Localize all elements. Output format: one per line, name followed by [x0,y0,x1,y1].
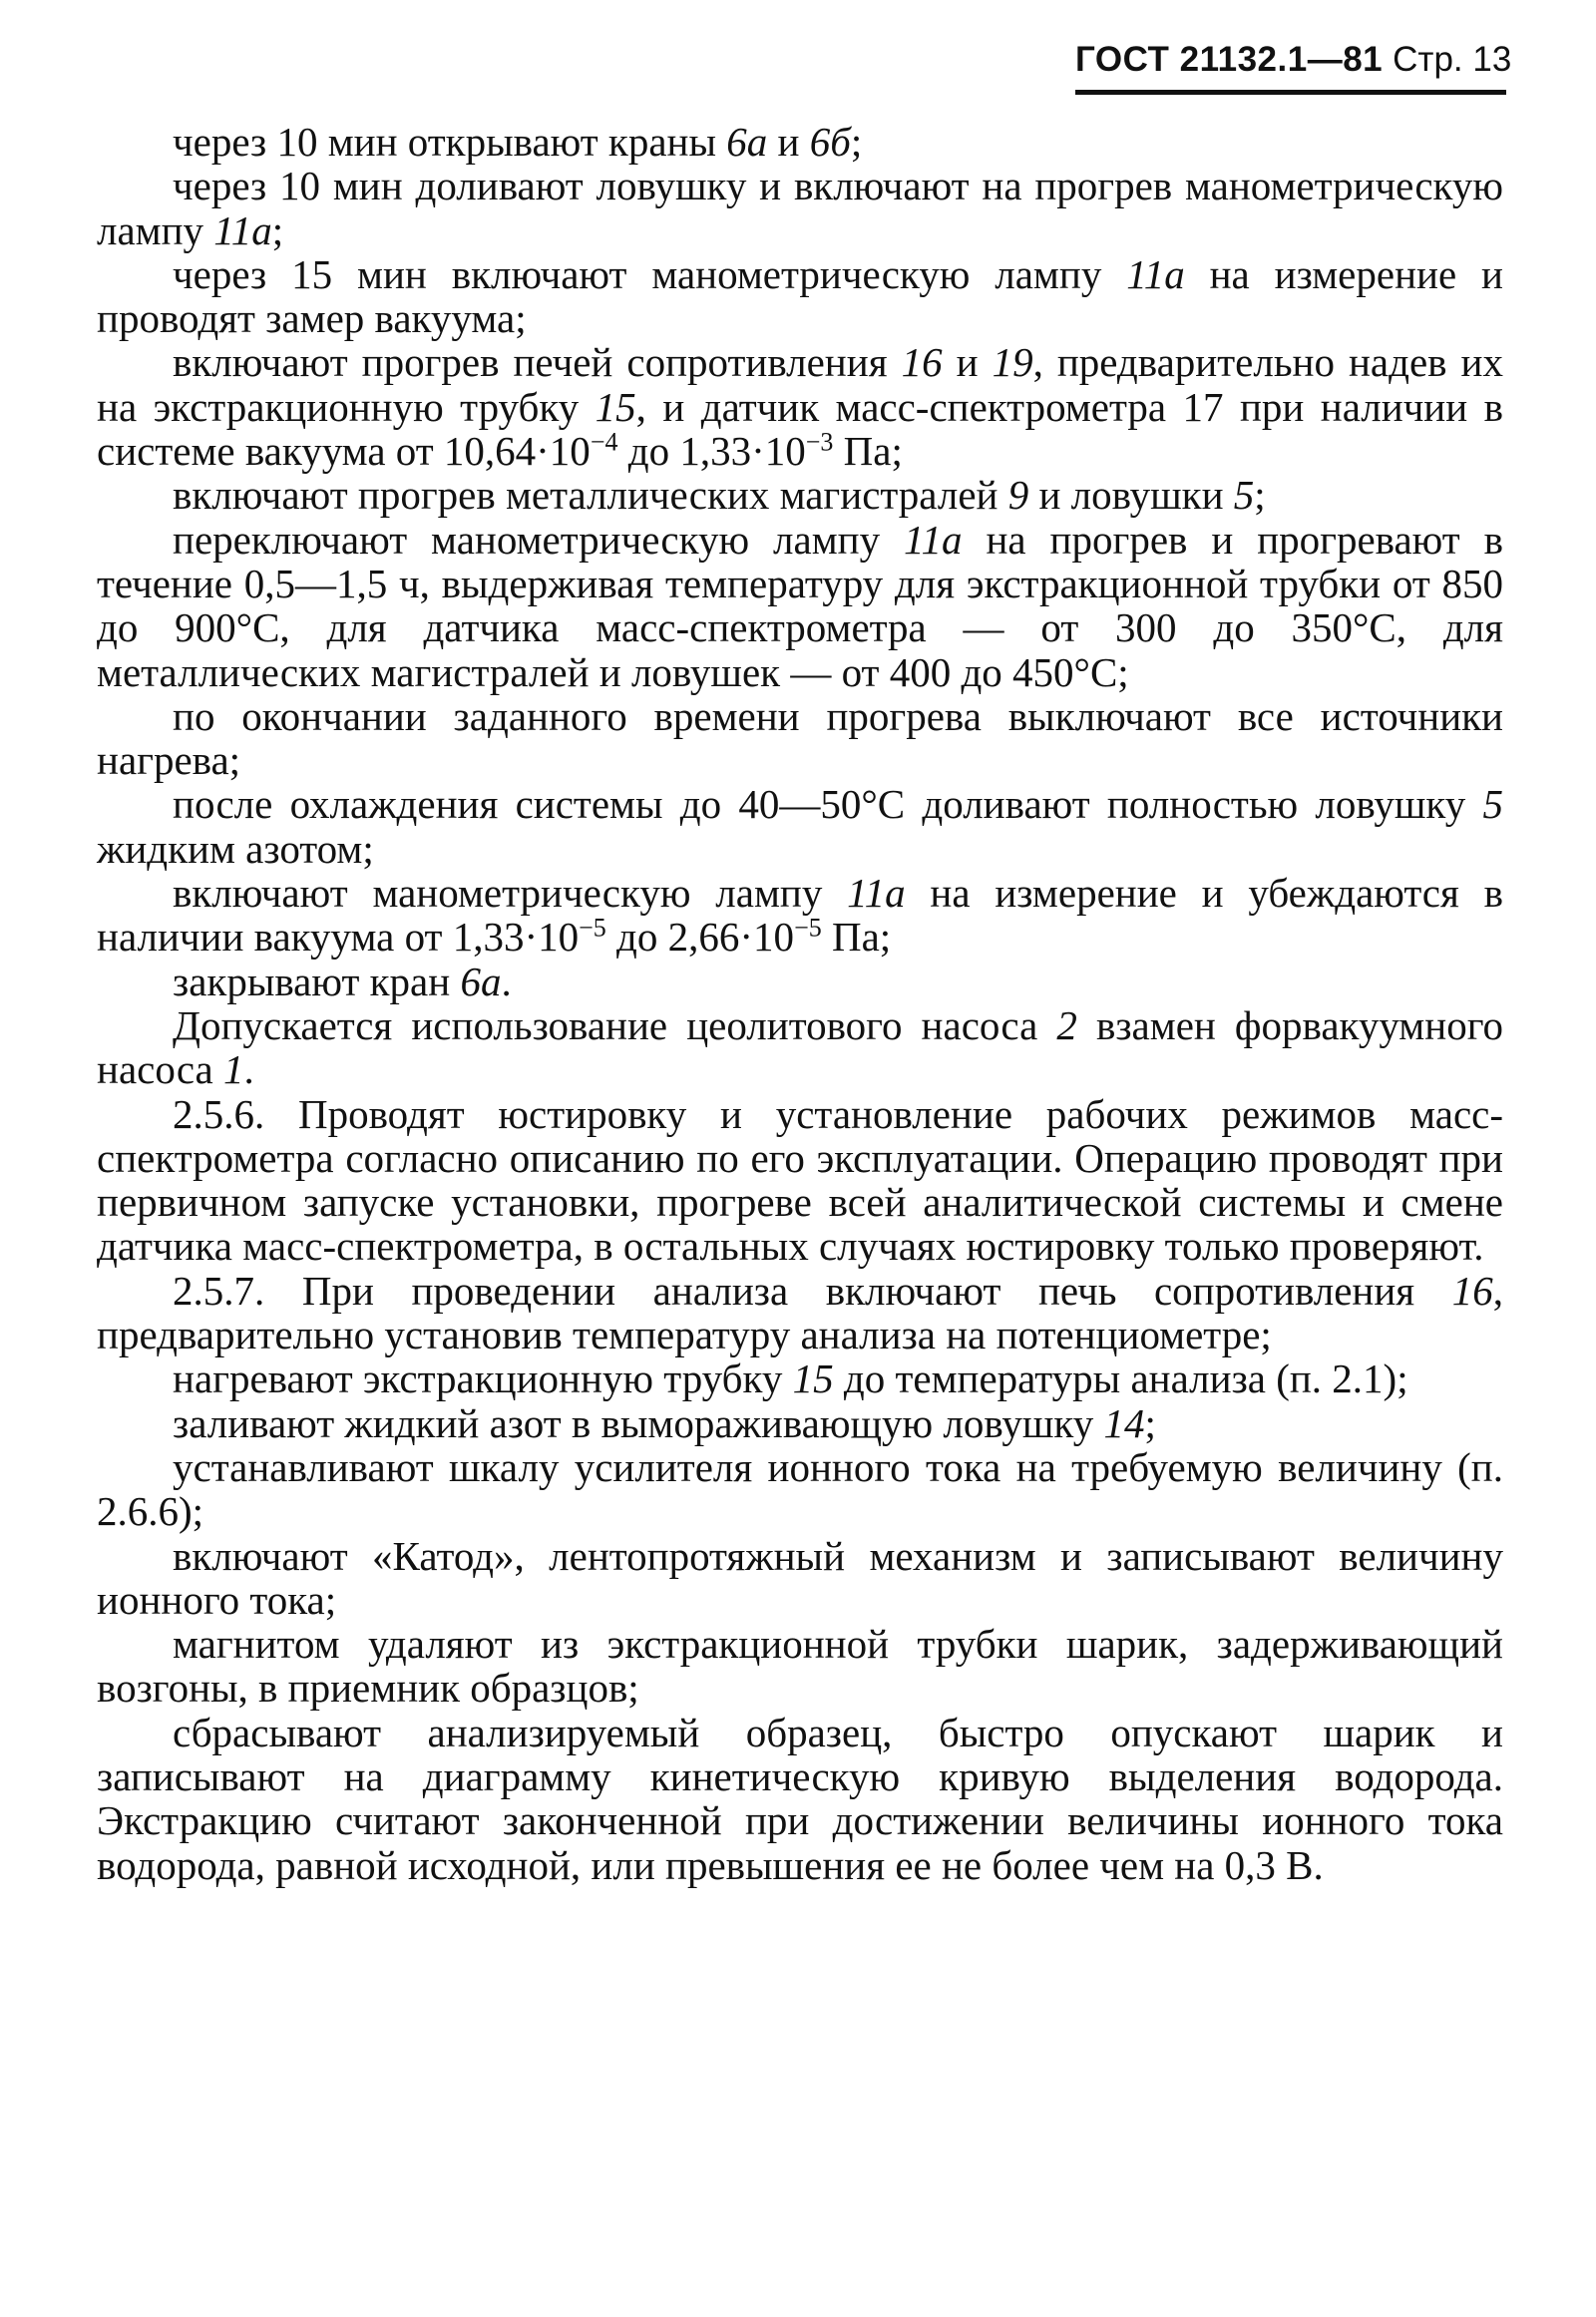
paragraph-p1: через 10 мин открывают краны 6а и 6б; [173,119,863,165]
standard-number: ГОСТ 21132.1—81 [1075,40,1384,79]
paragraph-p7: по окончании заданного времени прогрева выключают все источники нагрева; [97,692,1503,784]
paragraph-p8: после охлаждения системы до 40—50°С доливают полностью ловушку 5 жидким азотом; [97,781,1503,872]
exponent: −3 [805,427,834,457]
paragraph-p12: 2.5.6. Проводят юстировку и установление рабочих режимов масс-спектрометра согласно описанию по его эксплуатации. Операцию проводят при первичном запуске установки, прогреве всей аналитической системы и смене датчика масс-спектрометра, в остальных случаях юстировку только проверяют. [97,1090,1503,1270]
italic-reference: 11а [904,516,963,563]
paragraph-p17: включают «Катод», лентопротяжный механизм и записывают величину ионного тока; [97,1532,1503,1623]
italic-reference: 2 [1056,1001,1077,1048]
paragraph-p5: включают прогрев металлических магистралей 9 и ловушки 5; [173,472,1266,519]
document-body [97,120,1503,1887]
italic-reference: 6а [460,958,502,1004]
italic-reference: 11а [847,870,906,917]
exponent: −5 [794,914,822,944]
paragraph-p6: переключают манометрическую лампу 11а на прогрев и прогревают в течение 0,5—1,5 ч, выдерживая температуру для экстракционной трубки от 850 до 900°С, для датчика масс-спектрометра — от 300 до 350°С, для металлических магистралей и ловушек — от 400 до 450°С; [97,516,1504,695]
paragraph-p13: 2.5.7. При проведении анализа включают печь сопротивления 16, предварительно установив температуру анализа на потенциометре; [97,1267,1503,1358]
italic-reference: 15 [792,1355,834,1402]
paragraph-p9: включают манометрическую лампу 11а на измерение и убеждаются в наличии вакуума от $1,33\cdot 10^{-5}$ до $2,66\cdot 10^{-5}$ Па; [97,870,1503,961]
paragraph-p16: устанавливают шкалу усилителя ионного тока на требуемую величину (п. 2.6.6); [97,1443,1503,1535]
page-header [1075,40,1512,95]
italic-reference: 16 [1451,1267,1493,1314]
paragraph-p18: магнитом удаляют из экстракционной трубки шарик, задерживающий возгоны, в приемник образцов; [97,1621,1503,1712]
italic-reference: 16 [901,339,943,386]
italic-reference: 11а [1126,250,1185,297]
paragraph-p2: через 10 мин доливают ловушку и включают на прогрев манометрическую лампу 11а; [97,163,1503,253]
italic-reference: 5 [1482,781,1503,828]
italic-reference: 11а [213,206,272,253]
paragraph-p15: заливают жидкий азот в вымораживающую ловушку 14; [173,1399,1156,1446]
italic-reference: 14 [1103,1399,1145,1446]
italic-reference: 19 [992,339,1033,386]
italic-reference: 9 [1007,472,1029,519]
paragraph-p11: Допускается использование цеолитового насоса 2 взамен форвакуумного насоса 1. [97,1001,1503,1093]
paragraph-p4: включают прогрев печей сопротивления 16 и 19, предварительно надев их на экстракционную трубку 15, и датчик масс-спектрометра 17 при наличии в системе вакуума от $10,64\cdot 10^{-4}$ до $1,33\cdot 10^{-3}$ Па; [97,339,1503,475]
italic-reference: 1 [223,1046,244,1093]
italic-reference: 6б [809,119,851,165]
exponent: −5 [579,914,606,944]
exponent: −4 [590,427,618,457]
paragraph-p10: закрывают кран 6а. [173,958,512,1004]
italic-reference: 6а [726,119,768,165]
italic-reference: 15 [595,383,636,430]
paragraph-p14: нагревают экстракционную трубку 15 до температуры анализа (п. 2.1); [173,1355,1408,1402]
page-number: Стр. 13 [1393,40,1512,79]
paragraph-p3: через 15 мин включают манометрическую лампу 11а на измерение и проводят замер вакуума; [97,250,1504,342]
italic-reference: 5 [1233,472,1255,519]
paragraph-p19: сбрасывают анализируемый образец, быстро опускают шарик и записывают на диаграмму кинетическую кривую выделения водорода. Экстракцию считают законченной при достижении величины ионного тока водорода, равной исходной, или превышения ее не более чем на 0,3 В. [97,1709,1503,1888]
